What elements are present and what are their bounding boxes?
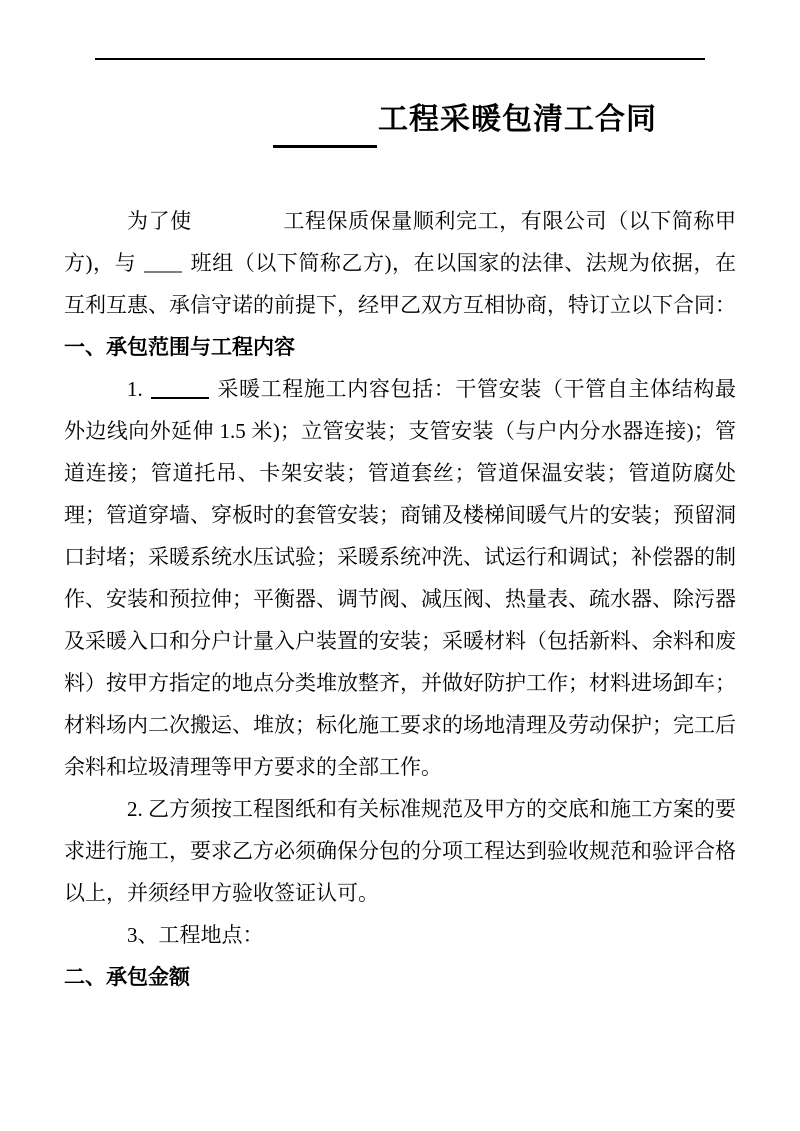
text-run: 采暖工程施工内容包括：干管安装（干管自主体结构最外边线向外延伸 1.5 米)；立管安装；支管安装（与户内分水器连接)；管道连接；管道托吊、卡架安装；管道套丝；管道保温安装；管道防腐处理；管道穿墙、穿板时的套管安装；商铺及楼梯间暖气片的安装；预留洞口封堵；采暖系统水压试验；采暖系统冲洗、试运行和调试；补偿器的制作、安装和预拉伸；平衡器、调节阀、减压阀、热量表、疏水器、除污器及采暖入口和分户计量入户装置的安装；采暖材料（包括新料、余料和废料）按甲方指定的地点分类堆放整齐，并做好防护工作；材料进场卸车；材料场内二次搬运、堆放；标化施工要求的场地清理及劳动保护；完工后余料和垃圾清理等甲方要求的全部工作。 (64, 377, 736, 779)
document-title: 工程采暖包清工合同 (378, 103, 657, 136)
text-run: 1. (127, 377, 143, 401)
paragraph-section-1-heading (64, 326, 736, 368)
text-run: 3、工程地点： (127, 923, 264, 947)
text-run: 为了使 (127, 209, 192, 233)
title-blank-underline (273, 145, 377, 148)
text-run: 工程保质保量顺利完工，有限公司（以下简称甲方)，与 (64, 209, 736, 275)
paragraph-clause-1 (64, 368, 736, 788)
paragraph-section-2-heading (64, 956, 736, 998)
blank-field (200, 229, 275, 231)
blank-field (144, 269, 182, 273)
text-run: 二、承包金额 (64, 965, 190, 989)
text-run: 班组（以下简称乙方)，在以国家的法律、法规为依据，在互利互惠、承信守诺的前提下，经甲乙双方互相协商，特订立以下合同： (64, 251, 736, 317)
paragraph-clause-2 (64, 788, 736, 914)
text-run: 一、承包范围与工程内容 (64, 335, 295, 359)
paragraph-clause-3 (64, 914, 736, 956)
header-divider (95, 58, 705, 60)
blank-field (151, 395, 209, 399)
paragraph-intro (64, 200, 736, 326)
document-body (64, 200, 736, 998)
text-run: 2. 乙方须按工程图纸和有关标准规范及甲方的交底和施工方案的要求进行施工，要求乙方必须确保分包的分项工程达到验收规范和验评合格以上，并须经甲方验收签证认可。 (64, 797, 736, 905)
